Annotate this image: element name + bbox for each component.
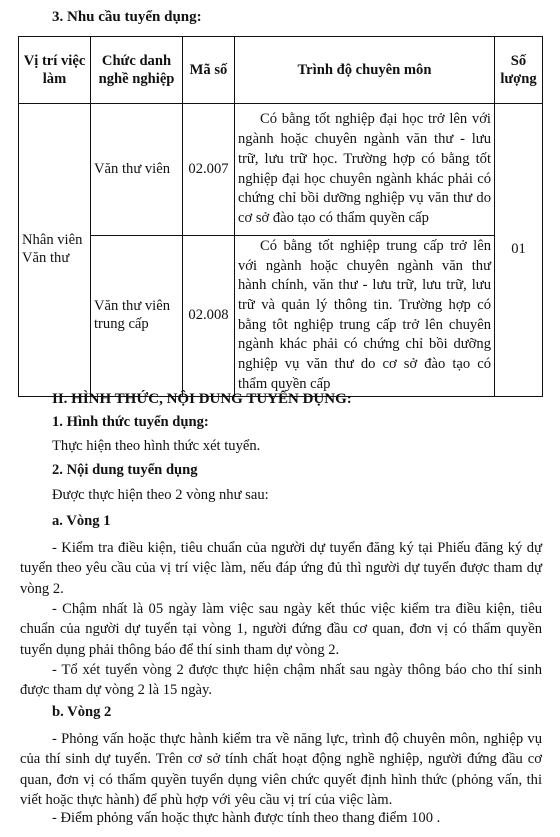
code-cell: 02.007	[183, 104, 235, 236]
table-row	[19, 104, 543, 236]
header-title: Chức danh nghề nghiệp	[91, 37, 183, 104]
round-1-paragraph: - Kiểm tra điều kiện, tiêu chuẩn của người dự tuyển đăng ký tại Phiếu đăng ký dự tuyển theo yêu cầu của vị trí việc làm, nếu đáp ứng đủ thì người dự tuyển được tham dự vòng 2.	[20, 540, 542, 597]
code-cell: 02.008	[183, 236, 235, 397]
requirement-text: Có bằng tốt nghiệp trung cấp trở lên với ngành hoặc chuyên ngành văn thư hành chính, văn thư - lưu trữ, lưu trữ, lưu trữ và quản lý thông tin. Trường hợp có bằng tôt nghiệp trung cấp trở lên chuyên ngành khác phải có chứng chỉ bồi dưỡng nghiệp vụ văn thư do cơ sở đào tạo có thẩm quyền cấp	[238, 238, 491, 392]
section-2-title: 2. Nội dung tuyển dụng	[52, 462, 198, 478]
round-1-paragraph: - Chậm nhất là 05 ngày làm việc sau ngày kết thúc việc kiểm tra điều kiện, tiêu chuẩn của người dự tuyển tại vòng 1, người đứng đầu cơ quan, đơn vị có thẩm quyền tuyển dụng phải thông báo để thí sinh tham dự vòng 2.	[20, 601, 542, 658]
header-code: Mã số	[183, 37, 235, 104]
title-cell: Văn thư viên	[91, 104, 183, 236]
header-requirement: Trình độ chuyên môn	[235, 37, 495, 104]
round-2-title: b. Vòng 2	[52, 704, 112, 720]
section-1-text: Thực hiện theo hình thức xét tuyển.	[52, 438, 261, 454]
requirement-cell	[235, 236, 495, 397]
position-cell: Nhân viên Văn thư	[19, 104, 91, 397]
header-quantity: Số lượng	[495, 37, 543, 104]
section-1-title: 1. Hình thức tuyển dụng:	[52, 414, 209, 430]
round-1-title: a. Vòng 1	[52, 513, 111, 529]
requirement-cell	[235, 104, 495, 236]
title-cell: Văn thư viên trung cấp	[91, 236, 183, 397]
header-position: Vị trí việc làm	[19, 37, 91, 104]
quantity-cell: 01	[495, 104, 543, 397]
table-header-row	[19, 37, 543, 104]
section-2-text: Được thực hiện theo 2 vòng như sau:	[52, 487, 269, 503]
part-2-title: II. HÌNH THỨC, NỘI DUNG TUYỂN DỤNG:	[52, 391, 352, 407]
round-2-paragraph: - Điểm phỏng vấn hoặc thực hành được tính theo thang điểm 100 .	[52, 810, 441, 826]
round-1-paragraph: - Tổ xét tuyển vòng 2 được thực hiện chậm nhất sau ngày thông báo cho thí sinh được tham dự vòng 2 là 15 ngày.	[20, 662, 542, 699]
recruitment-table	[18, 36, 543, 397]
table-row	[19, 236, 543, 397]
round-2-paragraph: - Phỏng vấn hoặc thực hành kiểm tra về năng lực, trình độ chuyên môn, nghiệp vụ của thí sinh dự tuyển. Trên cơ sở tính chất hoạt động nghề nghiệp, người đứng đầu cơ quan, đơn vị có thẩm quyền tuyển dụng viên chức quyết định hình thức (phỏng vấn, thi viết hoặc thực hành) để phù hợp với yêu cầu vị trí của việc làm.	[20, 731, 542, 809]
requirement-text: Có bằng tốt nghiệp đại học trở lên với ngành hoặc chuyên ngành văn thư - lưu trữ, lưu trữ học. Trường hợp có bằng tốt nghiệp đại học chuyên ngành khác phải có chứng chỉ bồi dưỡng nghiệp vụ văn thư do cơ sở đào tạo có thẩm quyền cấp	[238, 111, 491, 226]
section-3-title: 3. Nhu cầu tuyển dụng:	[52, 9, 202, 25]
